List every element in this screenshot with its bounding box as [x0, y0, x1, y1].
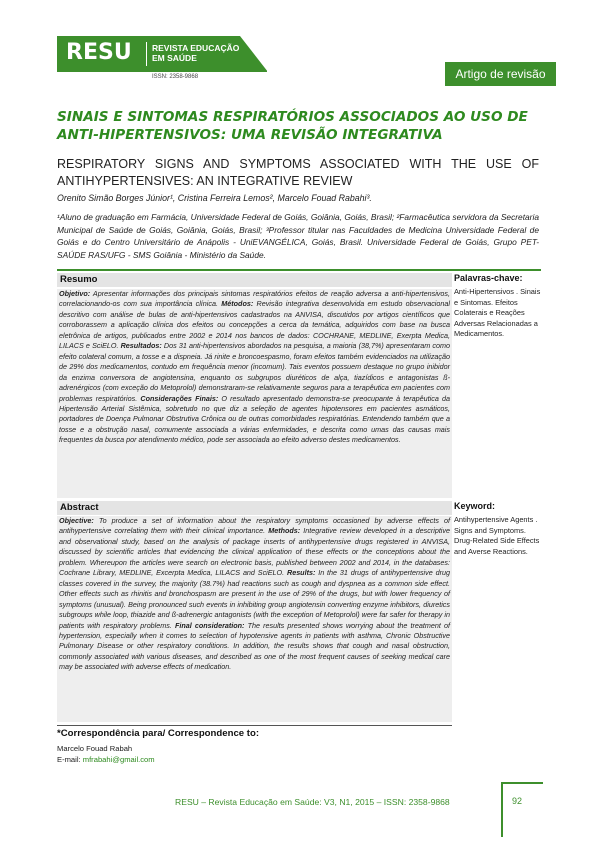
- title-portuguese: [57, 108, 547, 144]
- logo-diagonal-cut: [240, 36, 268, 72]
- email-label: E-mail:: [57, 755, 83, 764]
- resumo-objetivo-label: Objetivo:: [59, 289, 91, 298]
- abstract-methods-label: Methods:: [268, 526, 301, 536]
- journal-logo-text: RESU: [66, 40, 132, 65]
- journal-logo-subtitle: [152, 43, 239, 63]
- footer-citation: RESU – Revista Educação em Saúde: V3, N1, 2015 – ISSN: 2358-9868: [175, 797, 450, 807]
- resumo-consideracoes-label: Considerações Finais:: [140, 393, 219, 403]
- page-number: 92: [512, 796, 523, 806]
- abstract-final: The results presented shows worrying about the treatment of hypertension, especially when it comes to selection of hypotensive agents in patients with asthma, Chronic Obstructive Pulmonary Disease or other respiratory conditions. In addition, the results shows that cough and nasal obstruction, commonly associated with various diseases, and described as one of the most frequent causes of seeking medical care may be associated with adverse effects of medication.: [59, 620, 451, 672]
- logo-subtitle-line2: EM SAÚDE: [152, 53, 197, 63]
- abstract-objective: To produce a set of information about the respiratory symptoms occasioned by adverse effects of antihypertensive correlating them with their clinical importance.: [59, 516, 450, 536]
- resumo-metodos-label: Métodos:: [221, 299, 254, 309]
- logo-subtitle-line1: REVISTA EDUCAÇÃO: [152, 43, 240, 53]
- resumo-objetivo: Apresentar informações dos principais sintomas respiratórios efeitos de reação adversa a anti-hipertensivos, correlacionando-os com sua importância clínica.: [59, 289, 450, 309]
- issn-label: ISSN: 2358-9868: [152, 74, 199, 80]
- authors: Orenito Simão Borges Júnior¹, Cristina Ferreira Lemos², Marcelo Fouad Rabahi³.: [57, 193, 372, 203]
- correspondence-divider: [57, 725, 452, 726]
- logo-separator: [146, 42, 147, 66]
- title-english-line2: ANTIHYPERTENSIVES: AN INTEGRATIVE REVIEW: [57, 174, 353, 188]
- title-pt-line1: SINAIS E SINTOMAS RESPIRATÓRIOS ASSOCIADOS AO USO DE: [57, 109, 528, 125]
- resumo-resultados: Dos 31 anti-hipertensivos abordados na pesquisa, a maioria (38,7%) apresentaram como efeito colateral comum, a tosse e a dispneia. Já rinite e broncoespasmo, foram efeitos também evidenciados na utilização de 29% dos medicamentos, contudo em frequência menor (incomum). Tais eventos possuem destaque no grupo inibidor da enzima conversora de angiotensina, enquanto os subgrupos diuréticos de alça, tiazídicos e antagonistas ß-adrenérgicos (com exceção do Metoprolol) demonstraram-se relativamente seguros para a terapêutica em pacientes com problemas respiratórios.: [59, 341, 450, 403]
- keyword-text: Antihypertensive Agents . Signs and Symptoms. Drug-Related Side Effects and Averse Reactions.: [454, 515, 540, 556]
- palavras-chave-text: Anti-Hipertensivos . Sinais e Sintomas. Efeitos Colaterais e Reações Adversas Relacionadas a Medicamentos.: [454, 287, 541, 339]
- affiliations: ¹Aluno de graduação em Farmácia, Universidade Federal de Goiás, Goiânia, Goiás, Brasil; ²Farmacêutica servidora da Secretaria Municipal de Saúde de Goiás, Goiânia, Goiás, Brasil; ³Professor titular nas Faculdades de Medicina Universidade Federal de Goiás e do Centro Universitário de Anápolis - UniEVANGÉLICA, Goiás, Brasil. Universidade Federal de Goiás, Grupo PET- SAÚDE RAS/UFG - SMS Goiânia - Ministério da Saúde.: [57, 212, 539, 260]
- email-link[interactable]: mfrabahi@gmail.com: [82, 755, 155, 764]
- title-english-line1: RESPIRATORY SIGNS AND SYMPTOMS ASSOCIATED WITH THE USE OF: [57, 157, 539, 171]
- title-pt-line2: ANTI-HIPERTENSIVOS: UMA REVISÃO INTEGRATIVA: [57, 127, 443, 143]
- palavras-chave-heading: Palavras-chave:: [454, 273, 523, 283]
- correspondence-email-line: [57, 755, 155, 764]
- article-type-badge: Artigo de revisão: [445, 62, 556, 86]
- resumo-consideracoes: O resultado apresentado demonstra-se preocupante à terapêutica da Hipertensão Arterial Sistêmica, sobretudo no que diz a seleção de agentes hipotensores em pacientes asmáticos, portadores de Doença Pulmonar Obstrutiva Crônica ou de outras comorbidades respiratórias. Entendendo também que a tosse e a obstrução nasal, comumente associada a várias enfermidades, e descrita como umas das causas mais frequentes da busca por atendimento médico, pode ser associada ao efeito adverso destes medicamentos.: [59, 393, 450, 445]
- correspondence-heading: *Correspondência para/ Correspondence to:: [57, 728, 260, 739]
- abstract-results: In the 31 drugs of antihypertensive drug classes covered in the survey, the majority (38.7%) had reactions such as cough and dyspnea as a common side effect. Other effects such as rhinitis and bronchospasm are present in the use of 29% of the drugs, but with lower frequency of symptoms (unusual). Being pronounced such events in inhibiting group angiotensin converting enzyme inhibitors, diuretics subgroups while loop, thiazide and ß-adrenergic antagonists (with the exception of Metoprolol) were far safer for therapy in patients with respiratory problems.: [59, 568, 450, 630]
- resumo-heading: Resumo: [57, 273, 452, 287]
- resumo-resultados-label: Resultados:: [120, 341, 162, 351]
- resumo-body: [57, 289, 452, 498]
- resumo-metodos: Revisão integrativa desenvolvida em estudo observacional descritivo com análise de bulas de anti-hipertensivos cadastrados na ANVISA, discutidos por artigos científicos que corroborassem a aplicação clínica dos efeitos ou concepções a cerca da temática, adquiridos com base na busca eletrônica de artigos, publicados entre 2002 e 2014 nos bancos de dados: COCHRANE, MEDLINE, Exerpta Medica, LILACS e SciELO.: [59, 299, 450, 351]
- page-number-frame-horizontal: [503, 782, 543, 784]
- abstract-heading: Abstract: [57, 501, 452, 515]
- correspondence-name: Marcelo Fouad Rabah: [57, 744, 133, 753]
- section-divider: [57, 269, 541, 271]
- abstract-objective-label: Objective:: [59, 516, 94, 525]
- page-number-frame-vertical: [501, 782, 503, 837]
- abstract-body: [57, 516, 452, 722]
- abstract-results-label: Results:: [287, 568, 316, 578]
- abstract-methods: Integrative review developed in a descriptive and observational study, based on the analysis of package inserts of antihypertensive drugs registered in ANVISA, discussed by scientific articles that evidencing the clinical application of these effects or the conceptions about the problem. Whereupon the articles were search on electronic basis, published between 2002 and 2014, in the databases: Cochrane Library, MEDLINE, Excerpta Medica, LILACS and SciELO.: [59, 526, 450, 578]
- keyword-heading: Keyword:: [454, 501, 496, 511]
- abstract-final-label: Final consideration:: [175, 620, 245, 630]
